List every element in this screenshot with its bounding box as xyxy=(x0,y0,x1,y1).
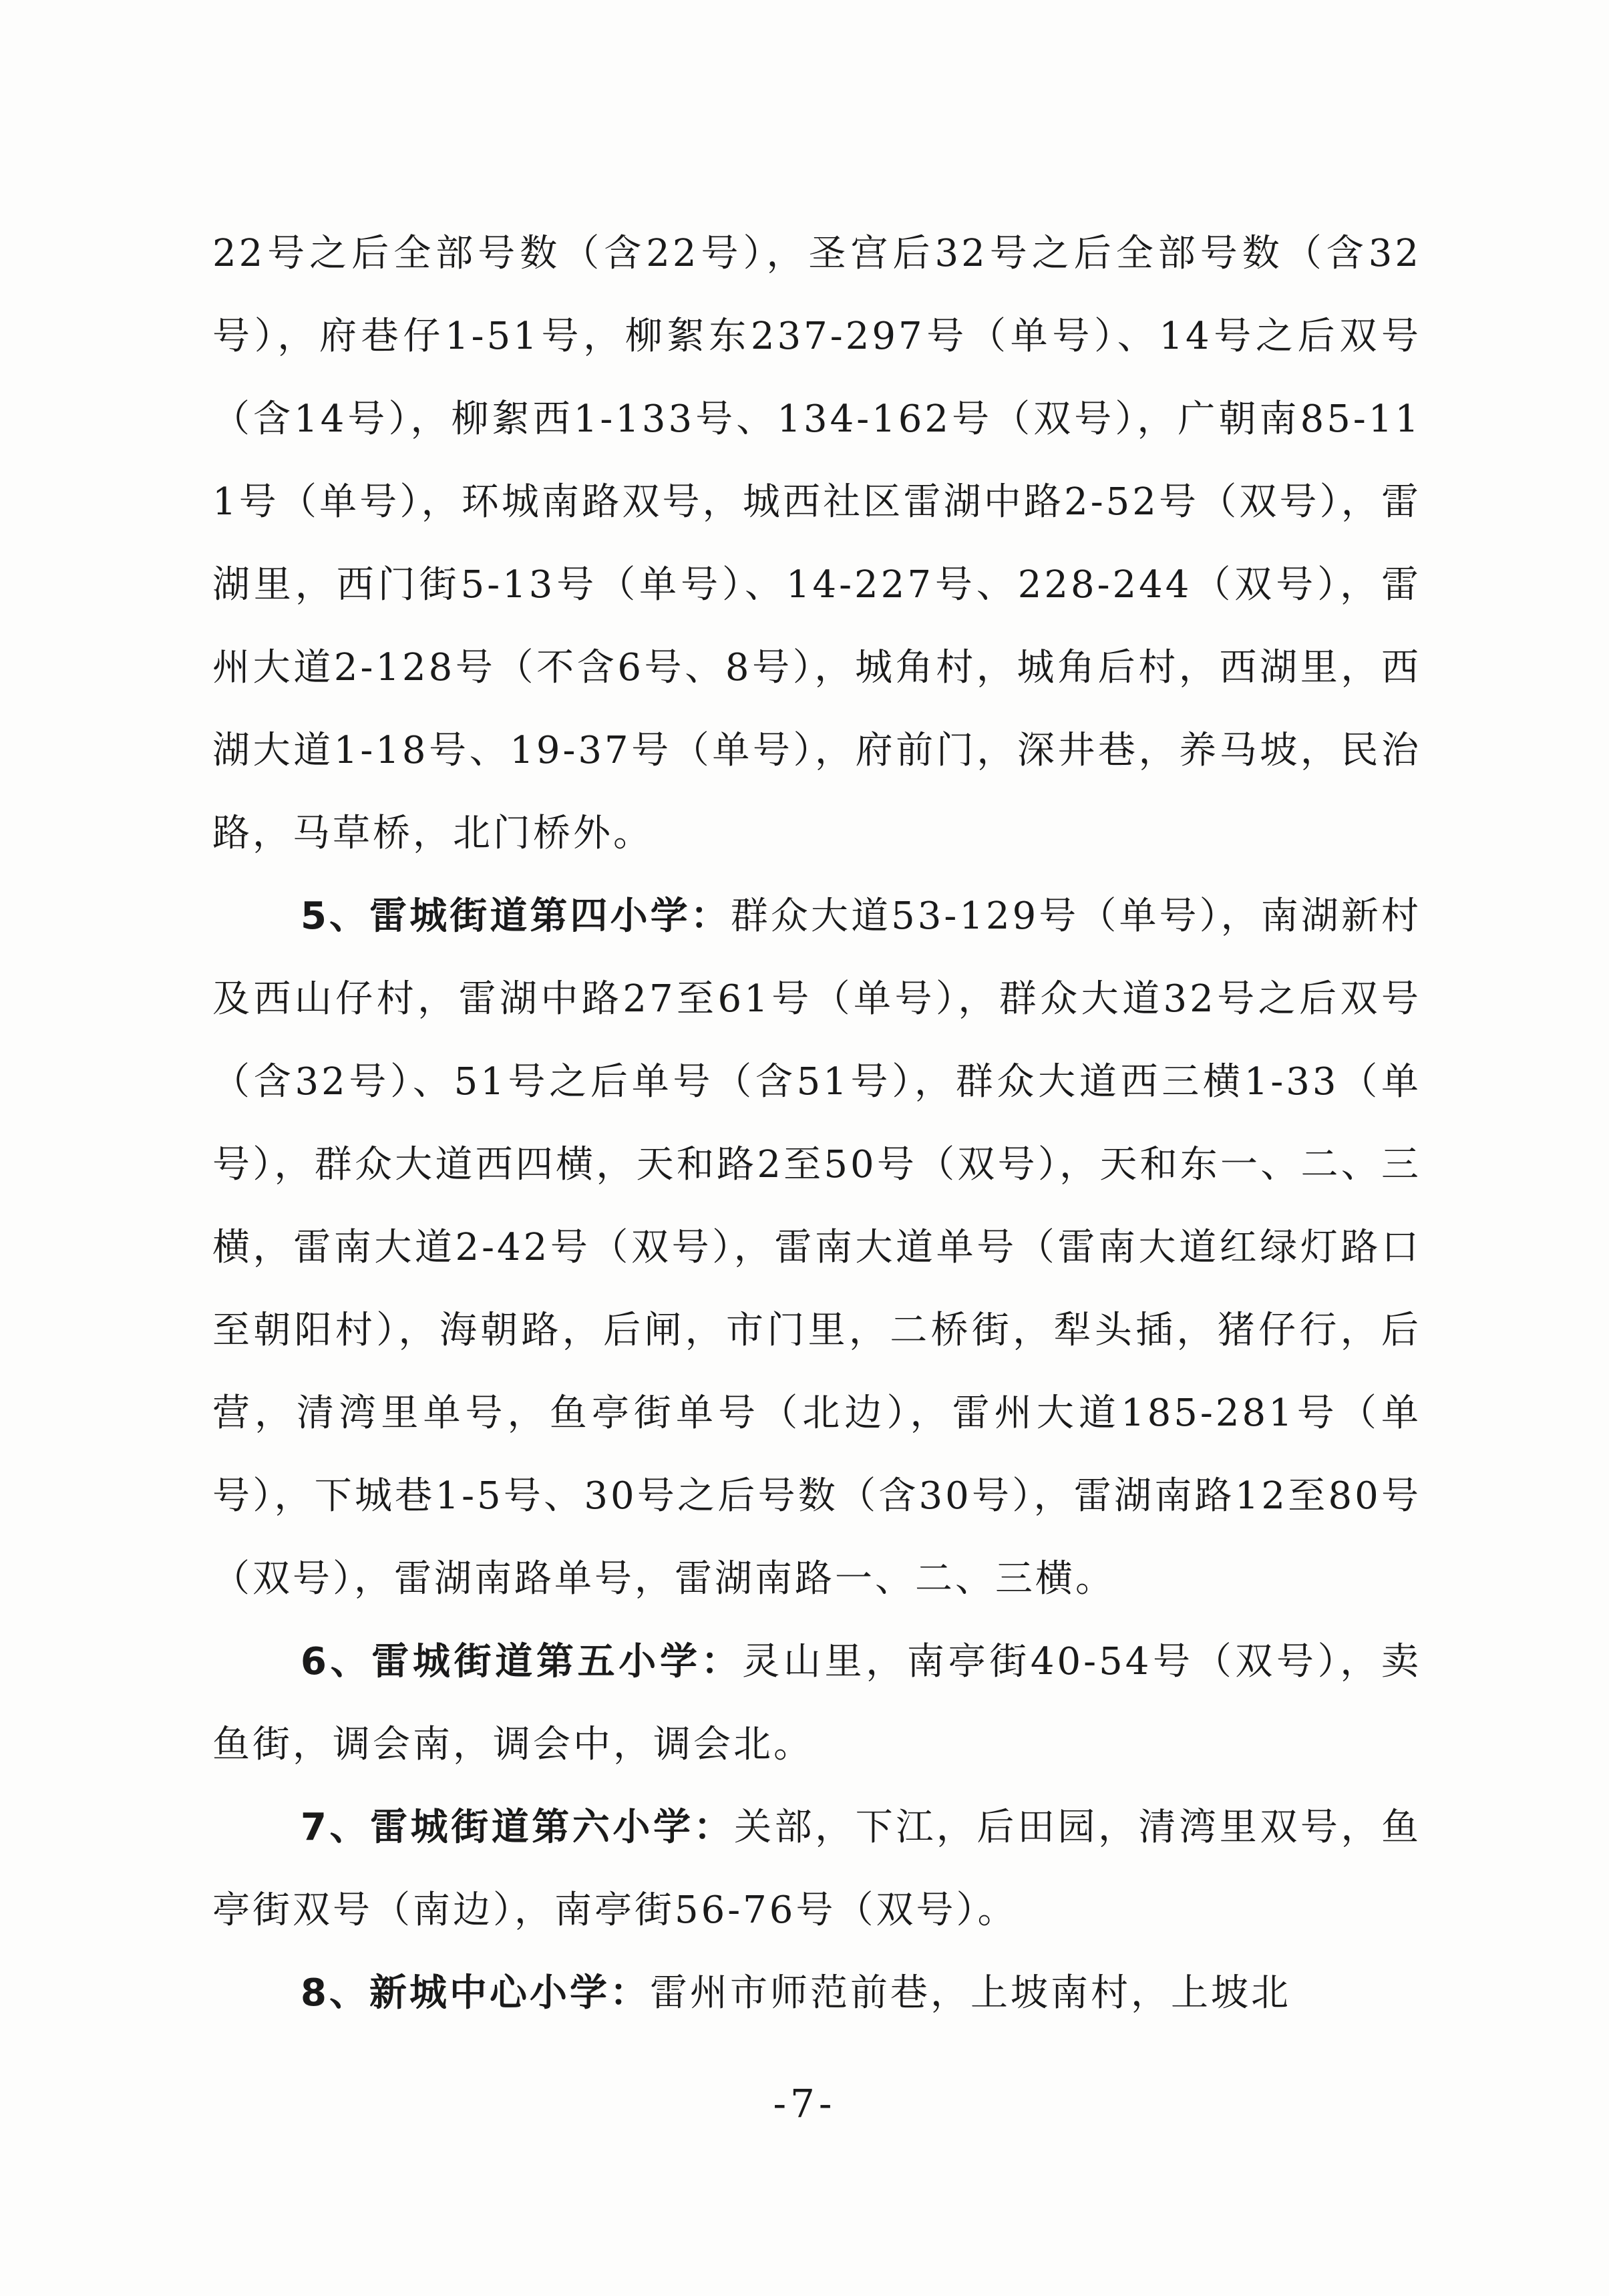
section-heading: 6、雷城街道第五小学： xyxy=(301,1640,743,1683)
section-heading: 5、雷城街道第四小学： xyxy=(301,894,731,938)
section-school-5 xyxy=(212,1621,1421,1786)
document-body xyxy=(212,212,1421,2035)
section-body: 灵山里，南亭街40-54号（双号），卖鱼街，调会南，调会中，调会北。 xyxy=(212,1640,1422,1766)
page-number: -7- xyxy=(773,2081,836,2126)
section-body: 雷州市师范前巷，上坡南村，上坡北 xyxy=(649,1971,1291,2015)
section-xincheng-school xyxy=(212,1952,1421,2035)
section-heading: 7、雷城街道第六小学： xyxy=(301,1806,735,1849)
continuation-paragraph: 22号之后全部号数（含22号），圣宫后32号之后全部号数（含32号），府巷仔1-51号，柳絮东237-297号（单号）、14号之后双号（含14号），柳絮西1-133号、134-162号（双号），广朝南85-111号（单号），环城南路双号，城西社区雷湖中路2-52号（双号），雷湖里，西门街5-13号（单号）、14-227号、228-244（双号），雷州大道2-128号（不含6号、8号），城角村，城角后村，西湖里，西湖大道1-18号、19-37号（单号），府前门，深井巷，养马坡，民治路，马草桥，北门桥外。 xyxy=(212,232,1421,855)
section-heading: 8、新城中心小学： xyxy=(301,1971,650,2015)
section-body: 关部，下江，后田园，清湾里双号，鱼亭街双号（南边），南亭街56-76号（双号）。 xyxy=(212,1806,1422,1932)
section-body: 群众大道53-129号（单号），南湖新村及西山仔村，雷湖中路27至61号（单号），群众大道32号之后双号（含32号）、51号之后单号（含51号），群众大道西三横1-33（单号），群众大道西四横，天和路2至50号（双号），天和东一、二、三横，雷南大道2-42号（双号），雷南大道单号（雷南大道红绿灯路口至朝阳村），海朝路，后闸，市门里，二桥街，犁头插，猪仔行，后营，清湾里单号，鱼亭街单号（北边），雷州大道185-281号（单号），下城巷1-5号、30号之后号数（含30号），雷湖南路12至80号（双号），雷湖南路单号，雷湖南路一、二、三横。 xyxy=(212,894,1421,1601)
section-school-4 xyxy=(212,875,1421,1621)
section-school-6 xyxy=(212,1786,1421,1952)
